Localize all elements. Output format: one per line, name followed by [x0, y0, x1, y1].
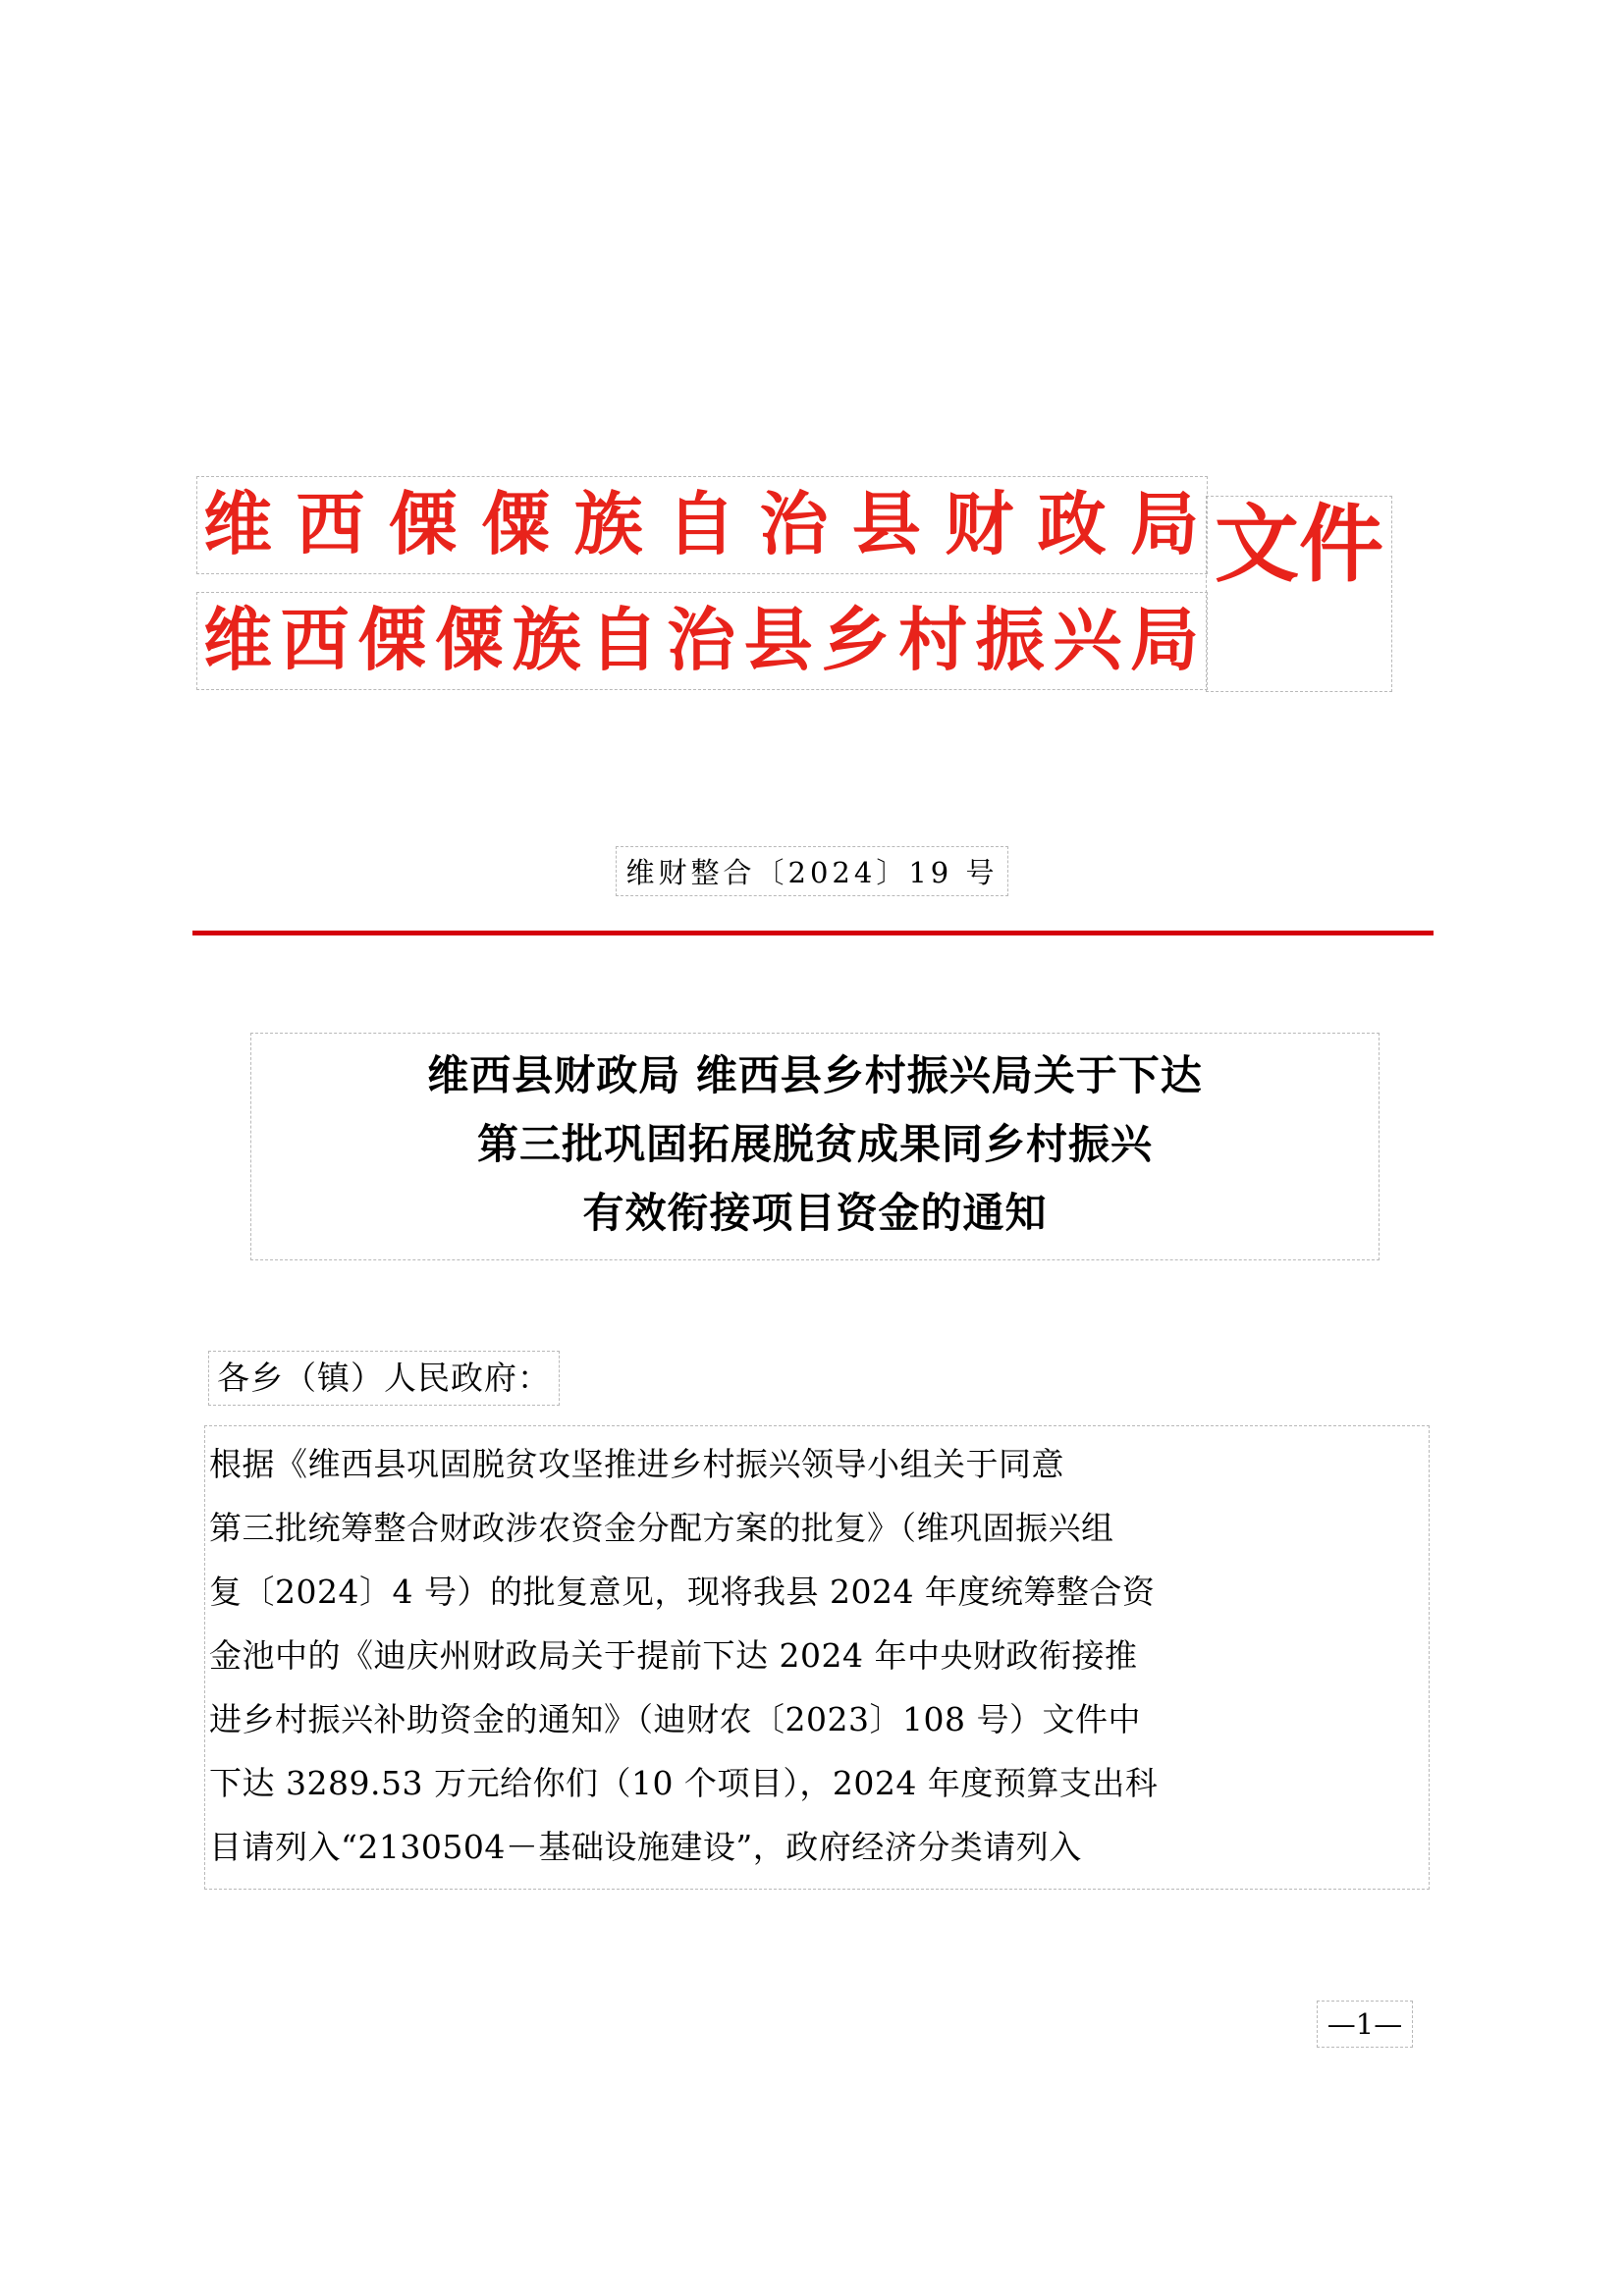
body-line: 复〔2024〕4 号）的批复意见，现将我县 2024 年度统筹整合资 [209, 1573, 1156, 1611]
title-line-1: 维西县财政局 维西县乡村振兴局关于下达 [427, 1051, 1203, 1099]
body-line: 下达 3289.53 万元给你们（10 个项目），2024 年度预算支出科 [209, 1764, 1159, 1802]
body-line: 金池中的《迪庆州财政局关于提前下达 2024 年中央财政衔接推 [209, 1636, 1138, 1675]
letterhead [196, 476, 1434, 771]
body-line: 第三批统筹整合财政涉农资金分配方案的批复》（维巩固振兴组 [209, 1509, 1114, 1547]
letterhead-issuer-line-1: 维西傈僳族自治县财政局 [196, 476, 1208, 574]
letterhead-document-word: 文件 [1206, 496, 1392, 692]
page-title [250, 1033, 1380, 1260]
salutation [208, 1351, 560, 1406]
letterhead-issuer-line-2: 维西傈僳族自治县乡村振兴局 [196, 592, 1208, 690]
title-line-2: 第三批巩固拓展脱贫成果同乡村振兴 [476, 1120, 1153, 1168]
body-line: 进乡村振兴补助资金的通知》（迪财农〔2023〕108 号）文件中 [209, 1700, 1141, 1738]
body-line: 根据《维西县巩固脱贫攻坚推进乡村振兴领导小组关于同意 [209, 1445, 1064, 1483]
red-separator-rule [192, 931, 1434, 935]
letterhead-issuer-lines [196, 476, 1208, 690]
title-line-3: 有效衔接项目资金的通知 [582, 1189, 1048, 1237]
document-number [0, 846, 1624, 896]
page-number [1306, 2001, 1424, 2048]
body-line: 目请列入“2130504－基础设施建设”，政府经济分类请列入 [209, 1828, 1082, 1866]
body-text [204, 1425, 1430, 1890]
salutation-text: 各乡（镇）人民政府： [208, 1351, 560, 1406]
document-number-text: 维财整合〔2024〕19 号 [616, 846, 1009, 896]
page-number-text: —1— [1317, 2001, 1413, 2048]
